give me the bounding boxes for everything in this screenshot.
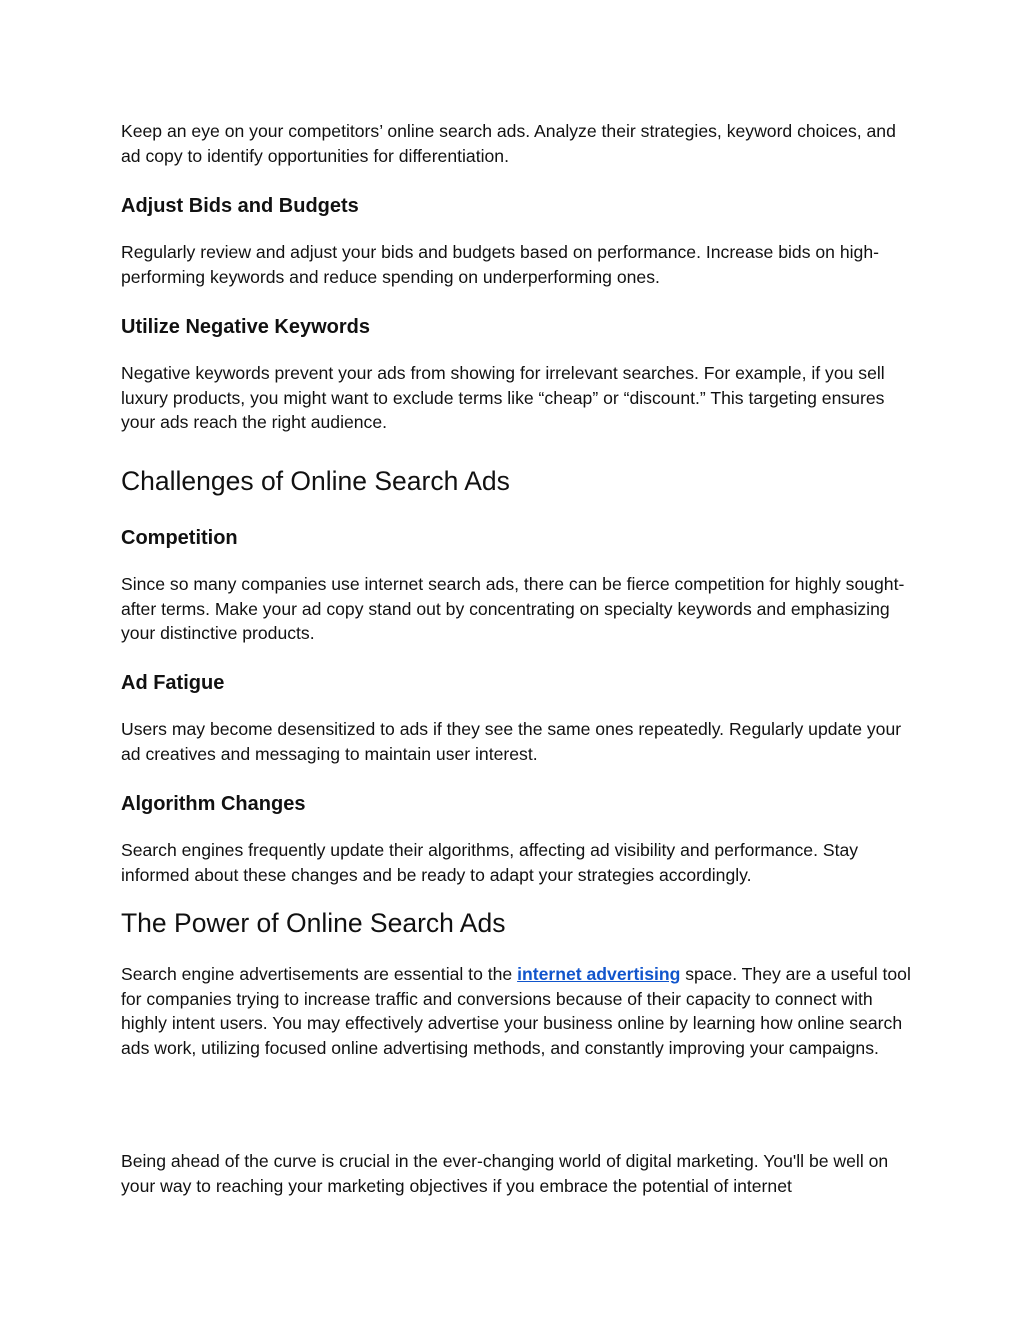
heading-competition: Competition: [121, 527, 238, 549]
heading-power: The Power of Online Search Ads: [121, 908, 506, 938]
paragraph-competitors: Keep an eye on your competitors’ online search ads. Analyze their strategies, keyword choices, and ad copy to identify opportunities for differentiation.: [121, 121, 896, 166]
paragraph-algorithm-changes: Search engines frequently update their algorithms, affecting ad visibility and performance. Stay informed about these changes and be ready to adapt your strategies accordingly.: [121, 840, 859, 885]
heading-algorithm-changes: Algorithm Changes: [121, 793, 306, 815]
paragraph-power-text-before: Search engine advertisements are essential to the: [121, 964, 518, 984]
paragraph-power-text-after: space. They are a useful tool for companies trying to increase traffic and conversions because of their capacity to connect with highly intent users. You may effectively advertise your business online by learning how online search ads work, utilizing focused online advertising methods, and constantly improving your campaigns.: [121, 964, 911, 1058]
heading-negative-keywords: Utilize Negative Keywords: [121, 316, 370, 338]
paragraph-power: [121, 962, 911, 1060]
paragraph-competition: Since so many companies use internet search ads, there can be fierce competition for highly sought-after terms. Make your ad copy stand out by concentrating on specialty keywords and emphasizing your distinctive products.: [121, 574, 905, 643]
heading-challenges: Challenges of Online Search Ads: [121, 466, 510, 496]
internet-advertising-link[interactable]: internet advertising: [517, 964, 681, 984]
heading-adjust-bids: Adjust Bids and Budgets: [121, 195, 359, 217]
paragraph-adjust-bids: Regularly review and adjust your bids and budgets based on performance. Increase bids on high-performing keywords and reduce spending on underperforming ones.: [121, 242, 879, 287]
paragraph-ahead-of-curve: Being ahead of the curve is crucial in the ever-changing world of digital marketing. You'll be well on your way to reaching your marketing objectives if you embrace the potential of internet: [121, 1151, 889, 1196]
paragraph-negative-keywords: Negative keywords prevent your ads from showing for irrelevant searches. For example, if you sell luxury products, you might want to exclude terms like “cheap” or “discount.” This targeting ensures your ads reach the right audience.: [121, 363, 885, 432]
paragraph-ad-fatigue: Users may become desensitized to ads if they see the same ones repeatedly. Regularly update your ad creatives and messaging to maintain user interest.: [121, 719, 902, 764]
heading-ad-fatigue: Ad Fatigue: [121, 672, 225, 694]
